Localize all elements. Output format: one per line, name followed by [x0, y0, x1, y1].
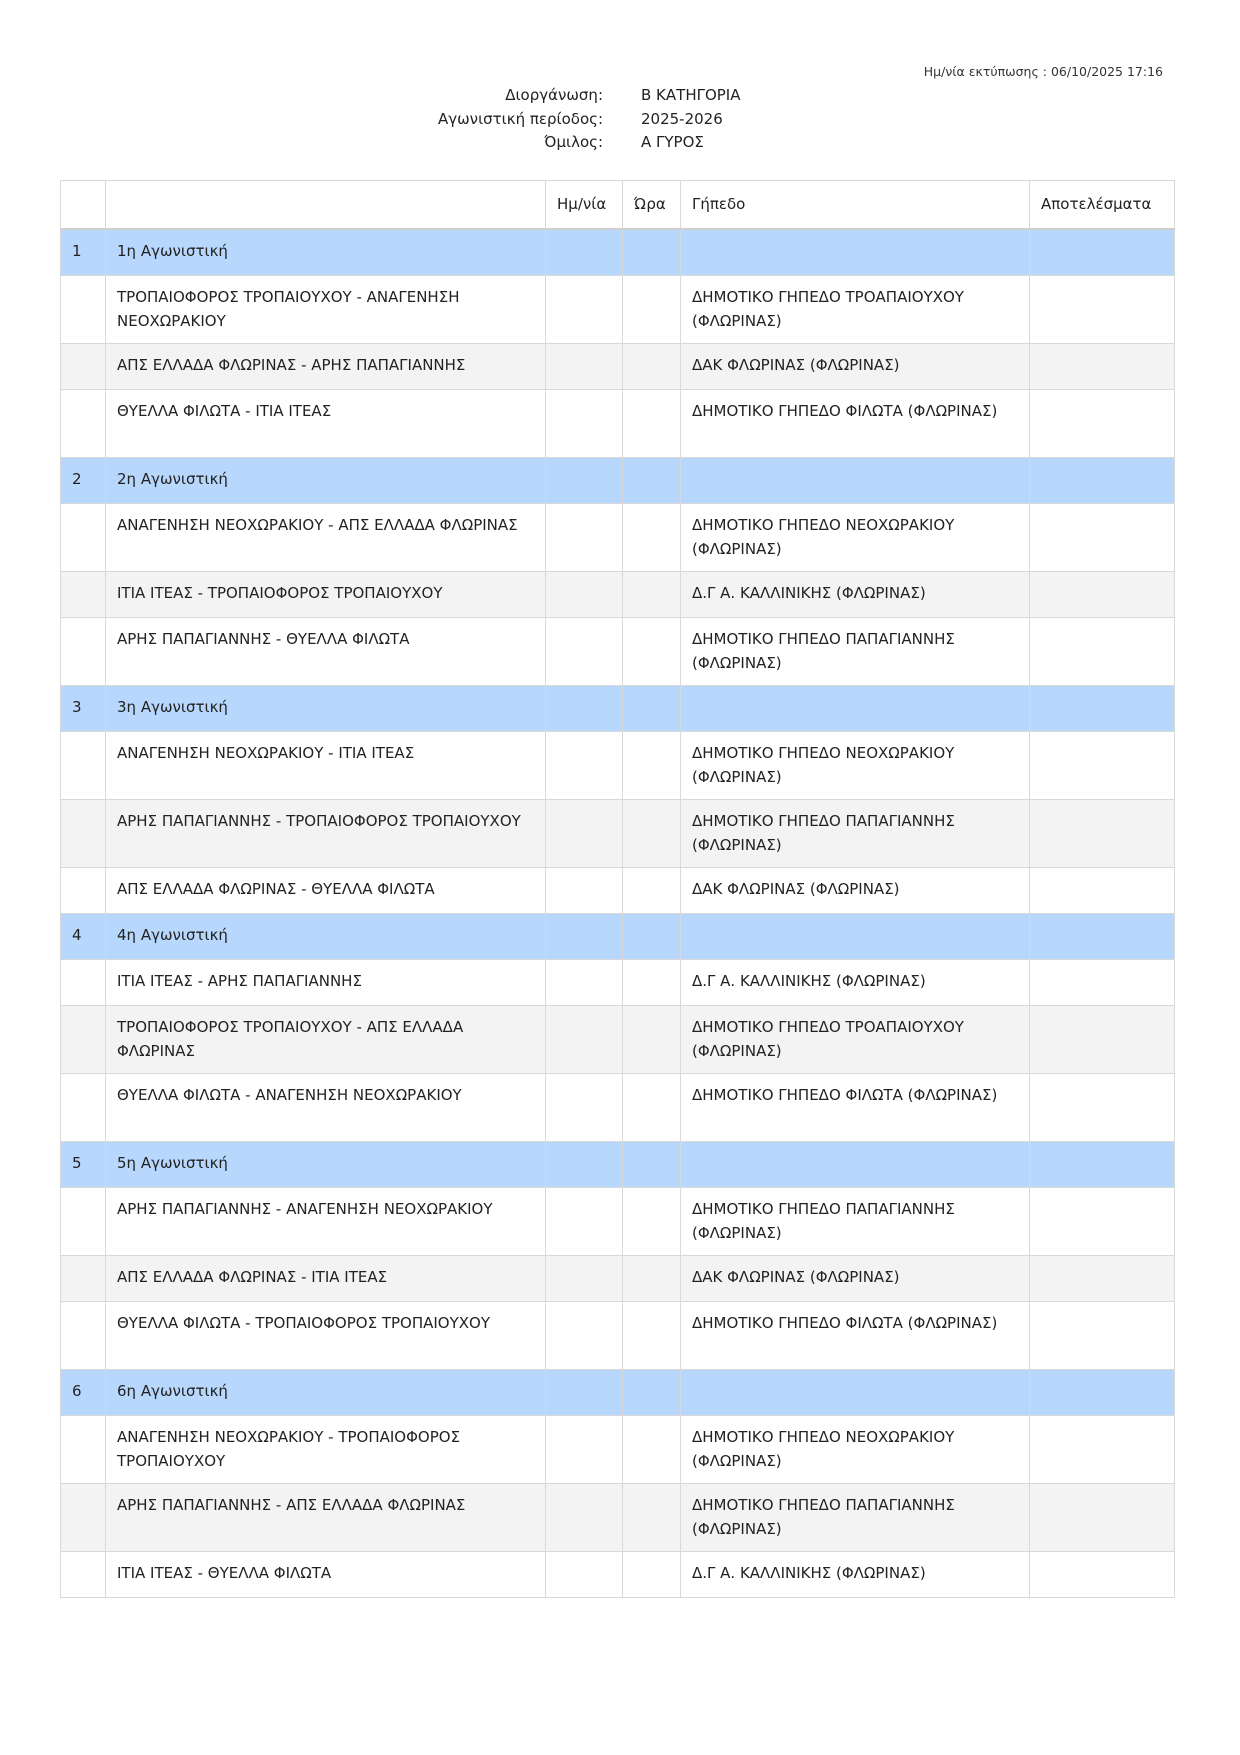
header-results: Αποτελέσματα	[1030, 181, 1175, 230]
round-label: 3η Αγωνιστική	[106, 686, 546, 732]
match-time	[623, 390, 681, 458]
match-teams: ΑΡΗΣ ΠΑΠΑΓΙΑΝΝΗΣ - ΑΝΑΓΕΝΗΣΗ ΝΕΟΧΩΡΑΚΙΟΥ	[106, 1188, 546, 1256]
match-row	[61, 1006, 1175, 1074]
match-date	[546, 1188, 623, 1256]
match-date	[546, 732, 623, 800]
match-number	[61, 732, 106, 800]
match-row	[61, 1484, 1175, 1552]
match-number	[61, 960, 106, 1006]
match-result	[1030, 1302, 1175, 1370]
match-date	[546, 504, 623, 572]
match-time	[623, 1188, 681, 1256]
match-date	[546, 1484, 623, 1552]
round-number: 5	[61, 1142, 106, 1188]
round-label: 5η Αγωνιστική	[106, 1142, 546, 1188]
round-time	[623, 229, 681, 276]
match-date	[546, 572, 623, 618]
match-teams: ΑΝΑΓΕΝΗΣΗ ΝΕΟΧΩΡΑΚΙΟΥ - ΑΠΣ ΕΛΛΑΔΑ ΦΛΩΡΙΝΑΣ	[106, 504, 546, 572]
match-teams: ΤΡΟΠΑΙΟΦΟΡΟΣ ΤΡΟΠΑΙΟΥΧΟΥ - ΑΝΑΓΕΝΗΣΗ ΝΕΟΧΩΡΑΚΙΟΥ	[106, 276, 546, 344]
match-venue: ΔΗΜΟΤΙΚΟ ΓΗΠΕΔΟ ΠΑΠΑΓΙΑΝΝΗΣ (ΦΛΩΡΙΝΑΣ)	[681, 1484, 1030, 1552]
match-number	[61, 572, 106, 618]
round-label: 1η Αγωνιστική	[106, 229, 546, 276]
match-time	[623, 732, 681, 800]
match-time	[623, 1006, 681, 1074]
match-row	[61, 572, 1175, 618]
match-result	[1030, 504, 1175, 572]
match-teams: ΑΝΑΓΕΝΗΣΗ ΝΕΟΧΩΡΑΚΙΟΥ - ΙΤΙΑ ΙΤΕΑΣ	[106, 732, 546, 800]
match-result	[1030, 868, 1175, 914]
round-result	[1030, 458, 1175, 504]
match-venue: Δ.Γ Α. ΚΑΛΛΙΝΙΚΗΣ (ΦΛΩΡΙΝΑΣ)	[681, 572, 1030, 618]
round-date	[546, 1142, 623, 1188]
match-teams: ΙΤΙΑ ΙΤΕΑΣ - ΑΡΗΣ ΠΑΠΑΓΙΑΝΝΗΣ	[106, 960, 546, 1006]
meta-label: Αγωνιστική περίοδος:	[437, 109, 603, 128]
round-result	[1030, 914, 1175, 960]
round-number: 1	[61, 229, 106, 276]
match-number	[61, 390, 106, 458]
round-time	[623, 1370, 681, 1416]
round-result	[1030, 229, 1175, 276]
match-venue: Δ.Γ Α. ΚΑΛΛΙΝΙΚΗΣ (ΦΛΩΡΙΝΑΣ)	[681, 1552, 1030, 1598]
match-time	[623, 1552, 681, 1598]
match-result	[1030, 732, 1175, 800]
meta-label: Όμιλος:	[544, 133, 603, 151]
match-teams: ΑΡΗΣ ΠΑΠΑΓΙΑΝΝΗΣ - ΑΠΣ ΕΛΛΑΔΑ ΦΛΩΡΙΝΑΣ	[106, 1484, 546, 1552]
match-row	[61, 504, 1175, 572]
round-date	[546, 1370, 623, 1416]
round-time	[623, 914, 681, 960]
match-date	[546, 390, 623, 458]
match-row	[61, 868, 1175, 914]
meta-value: 2025-2026	[641, 109, 723, 128]
header-time: Ώρα	[623, 181, 681, 230]
match-venue: Δ.Γ Α. ΚΑΛΛΙΝΙΚΗΣ (ΦΛΩΡΙΝΑΣ)	[681, 960, 1030, 1006]
round-venue	[681, 1370, 1030, 1416]
match-number	[61, 504, 106, 572]
round-number: 4	[61, 914, 106, 960]
match-teams: ΤΡΟΠΑΙΟΦΟΡΟΣ ΤΡΟΠΑΙΟΥΧΟΥ - ΑΠΣ ΕΛΛΑΔΑ ΦΛΩΡΙΝΑΣ	[106, 1006, 546, 1074]
header-venue: Γήπεδο	[681, 181, 1030, 230]
match-teams: ΘΥΕΛΛΑ ΦΙΛΩΤΑ - ΑΝΑΓΕΝΗΣΗ ΝΕΟΧΩΡΑΚΙΟΥ	[106, 1074, 546, 1142]
meta-label: Διοργάνωση:	[505, 86, 603, 104]
round-date	[546, 686, 623, 732]
match-time	[623, 960, 681, 1006]
match-time	[623, 572, 681, 618]
match-date	[546, 960, 623, 1006]
match-result	[1030, 1256, 1175, 1302]
match-date	[546, 618, 623, 686]
round-date	[546, 229, 623, 276]
match-result	[1030, 344, 1175, 390]
match-teams: ΑΡΗΣ ΠΑΠΑΓΙΑΝΝΗΣ - ΘΥΕΛΛΑ ΦΙΛΩΤΑ	[106, 618, 546, 686]
match-venue: ΔΗΜΟΤΙΚΟ ΓΗΠΕΔΟ ΝΕΟΧΩΡΑΚΙΟΥ (ΦΛΩΡΙΝΑΣ)	[681, 732, 1030, 800]
match-date	[546, 1302, 623, 1370]
match-venue: ΔΗΜΟΤΙΚΟ ΓΗΠΕΔΟ ΠΑΠΑΓΙΑΝΝΗΣ (ΦΛΩΡΙΝΑΣ)	[681, 618, 1030, 686]
round-row	[61, 229, 1175, 276]
meta-row-group	[300, 131, 741, 155]
match-teams: ΑΠΣ ΕΛΛΑΔΑ ΦΛΩΡΙΝΑΣ - ΑΡΗΣ ΠΑΠΑΓΙΑΝΝΗΣ	[106, 344, 546, 390]
match-teams: ΑΠΣ ΕΛΛΑΔΑ ΦΛΩΡΙΝΑΣ - ΘΥΕΛΛΑ ΦΙΛΩΤΑ	[106, 868, 546, 914]
fixtures-header	[61, 181, 1175, 230]
match-result	[1030, 276, 1175, 344]
fixtures-table	[60, 180, 1175, 1598]
match-row	[61, 1074, 1175, 1142]
round-time	[623, 1142, 681, 1188]
round-date	[546, 914, 623, 960]
match-row	[61, 800, 1175, 868]
match-time	[623, 1416, 681, 1484]
match-venue: ΔΗΜΟΤΙΚΟ ΓΗΠΕΔΟ ΠΑΠΑΓΙΑΝΝΗΣ (ΦΛΩΡΙΝΑΣ)	[681, 800, 1030, 868]
match-time	[623, 276, 681, 344]
match-row	[61, 1302, 1175, 1370]
match-number	[61, 1302, 106, 1370]
round-number: 3	[61, 686, 106, 732]
match-date	[546, 800, 623, 868]
match-venue: ΔΗΜΟΤΙΚΟ ΓΗΠΕΔΟ ΦΙΛΩΤΑ (ΦΛΩΡΙΝΑΣ)	[681, 390, 1030, 458]
match-number	[61, 1552, 106, 1598]
match-date	[546, 868, 623, 914]
meta-value: Β ΚΑΤΗΓΟΡΙΑ	[641, 86, 741, 104]
match-number	[61, 344, 106, 390]
round-time	[623, 686, 681, 732]
fixtures-body	[61, 229, 1175, 1598]
match-result	[1030, 1552, 1175, 1598]
match-number	[61, 1188, 106, 1256]
header-row	[61, 181, 1175, 230]
match-row	[61, 1256, 1175, 1302]
match-date	[546, 276, 623, 344]
round-label: 2η Αγωνιστική	[106, 458, 546, 504]
match-time	[623, 800, 681, 868]
match-venue: ΔΑΚ ΦΛΩΡΙΝΑΣ (ΦΛΩΡΙΝΑΣ)	[681, 344, 1030, 390]
match-time	[623, 868, 681, 914]
match-result	[1030, 572, 1175, 618]
match-venue: ΔΗΜΟΤΙΚΟ ΓΗΠΕΔΟ ΦΙΛΩΤΑ (ΦΛΩΡΙΝΑΣ)	[681, 1302, 1030, 1370]
match-time	[623, 618, 681, 686]
match-result	[1030, 618, 1175, 686]
match-teams: ΑΝΑΓΕΝΗΣΗ ΝΕΟΧΩΡΑΚΙΟΥ - ΤΡΟΠΑΙΟΦΟΡΟΣ ΤΡΟΠΑΙΟΥΧΟΥ	[106, 1416, 546, 1484]
match-row	[61, 732, 1175, 800]
match-result	[1030, 1188, 1175, 1256]
round-venue	[681, 686, 1030, 732]
match-venue: ΔΗΜΟΤΙΚΟ ΓΗΠΕΔΟ ΠΑΠΑΓΙΑΝΝΗΣ (ΦΛΩΡΙΝΑΣ)	[681, 1188, 1030, 1256]
round-date	[546, 458, 623, 504]
match-venue: ΔΗΜΟΤΙΚΟ ΓΗΠΕΔΟ ΝΕΟΧΩΡΑΚΙΟΥ (ΦΛΩΡΙΝΑΣ)	[681, 504, 1030, 572]
match-number	[61, 1006, 106, 1074]
match-result	[1030, 1074, 1175, 1142]
match-teams: ΘΥΕΛΛΑ ΦΙΛΩΤΑ - ΙΤΙΑ ΙΤΕΑΣ	[106, 390, 546, 458]
header-number	[61, 181, 106, 230]
match-date	[546, 1074, 623, 1142]
match-row	[61, 1552, 1175, 1598]
match-number	[61, 800, 106, 868]
match-number	[61, 276, 106, 344]
match-teams: ΙΤΙΑ ΙΤΕΑΣ - ΤΡΟΠΑΙΟΦΟΡΟΣ ΤΡΟΠΑΙΟΥΧΟΥ	[106, 572, 546, 618]
match-row	[61, 344, 1175, 390]
round-venue	[681, 1142, 1030, 1188]
match-number	[61, 1256, 106, 1302]
match-time	[623, 1256, 681, 1302]
match-date	[546, 1416, 623, 1484]
match-number	[61, 1484, 106, 1552]
match-venue: ΔΗΜΟΤΙΚΟ ΓΗΠΕΔΟ ΝΕΟΧΩΡΑΚΙΟΥ (ΦΛΩΡΙΝΑΣ)	[681, 1416, 1030, 1484]
match-row	[61, 276, 1175, 344]
match-teams: ΑΡΗΣ ΠΑΠΑΓΙΑΝΝΗΣ - ΤΡΟΠΑΙΟΦΟΡΟΣ ΤΡΟΠΑΙΟΥΧΟΥ	[106, 800, 546, 868]
meta-row-season	[300, 108, 741, 132]
match-time	[623, 1484, 681, 1552]
match-teams: ΙΤΙΑ ΙΤΕΑΣ - ΘΥΕΛΛΑ ΦΙΛΩΤΑ	[106, 1552, 546, 1598]
match-time	[623, 1302, 681, 1370]
round-row	[61, 458, 1175, 504]
match-date	[546, 1006, 623, 1074]
match-teams: ΑΠΣ ΕΛΛΑΔΑ ΦΛΩΡΙΝΑΣ - ΙΤΙΑ ΙΤΕΑΣ	[106, 1256, 546, 1302]
match-venue: ΔΗΜΟΤΙΚΟ ΓΗΠΕΔΟ ΤΡΟΑΠΑΙΟΥΧΟΥ (ΦΛΩΡΙΝΑΣ)	[681, 1006, 1030, 1074]
header-date: Ημ/νία	[546, 181, 623, 230]
round-result	[1030, 1142, 1175, 1188]
round-label: 6η Αγωνιστική	[106, 1370, 546, 1416]
match-teams: ΘΥΕΛΛΑ ΦΙΛΩΤΑ - ΤΡΟΠΑΙΟΦΟΡΟΣ ΤΡΟΠΑΙΟΥΧΟΥ	[106, 1302, 546, 1370]
match-number	[61, 1074, 106, 1142]
match-result	[1030, 1416, 1175, 1484]
match-result	[1030, 1006, 1175, 1074]
match-venue: ΔΑΚ ΦΛΩΡΙΝΑΣ (ΦΛΩΡΙΝΑΣ)	[681, 1256, 1030, 1302]
round-row	[61, 1370, 1175, 1416]
round-label: 4η Αγωνιστική	[106, 914, 546, 960]
match-row	[61, 618, 1175, 686]
match-time	[623, 344, 681, 390]
match-number	[61, 618, 106, 686]
match-time	[623, 504, 681, 572]
match-row	[61, 1188, 1175, 1256]
match-date	[546, 344, 623, 390]
match-row	[61, 1416, 1175, 1484]
round-number: 6	[61, 1370, 106, 1416]
round-venue	[681, 229, 1030, 276]
round-venue	[681, 914, 1030, 960]
match-result	[1030, 960, 1175, 1006]
round-row	[61, 1142, 1175, 1188]
match-result	[1030, 800, 1175, 868]
round-number: 2	[61, 458, 106, 504]
round-time	[623, 458, 681, 504]
round-result	[1030, 1370, 1175, 1416]
match-row	[61, 390, 1175, 458]
match-number	[61, 1416, 106, 1484]
print-date: Ημ/νία εκτύπωσης : 06/10/2025 17:16	[923, 64, 1163, 79]
competition-meta	[300, 84, 741, 155]
match-number	[61, 868, 106, 914]
match-result	[1030, 1484, 1175, 1552]
round-result	[1030, 686, 1175, 732]
match-venue: ΔΑΚ ΦΛΩΡΙΝΑΣ (ΦΛΩΡΙΝΑΣ)	[681, 868, 1030, 914]
match-venue: ΔΗΜΟΤΙΚΟ ΓΗΠΕΔΟ ΦΙΛΩΤΑ (ΦΛΩΡΙΝΑΣ)	[681, 1074, 1030, 1142]
match-time	[623, 1074, 681, 1142]
match-venue: ΔΗΜΟΤΙΚΟ ΓΗΠΕΔΟ ΤΡΟΑΠΑΙΟΥΧΟΥ (ΦΛΩΡΙΝΑΣ)	[681, 276, 1030, 344]
round-row	[61, 686, 1175, 732]
header-match	[106, 181, 546, 230]
match-date	[546, 1552, 623, 1598]
round-row	[61, 914, 1175, 960]
match-date	[546, 1256, 623, 1302]
match-result	[1030, 390, 1175, 458]
round-venue	[681, 458, 1030, 504]
match-row	[61, 960, 1175, 1006]
meta-row-competition	[300, 84, 741, 108]
meta-value: Α ΓΥΡΟΣ	[641, 133, 704, 151]
